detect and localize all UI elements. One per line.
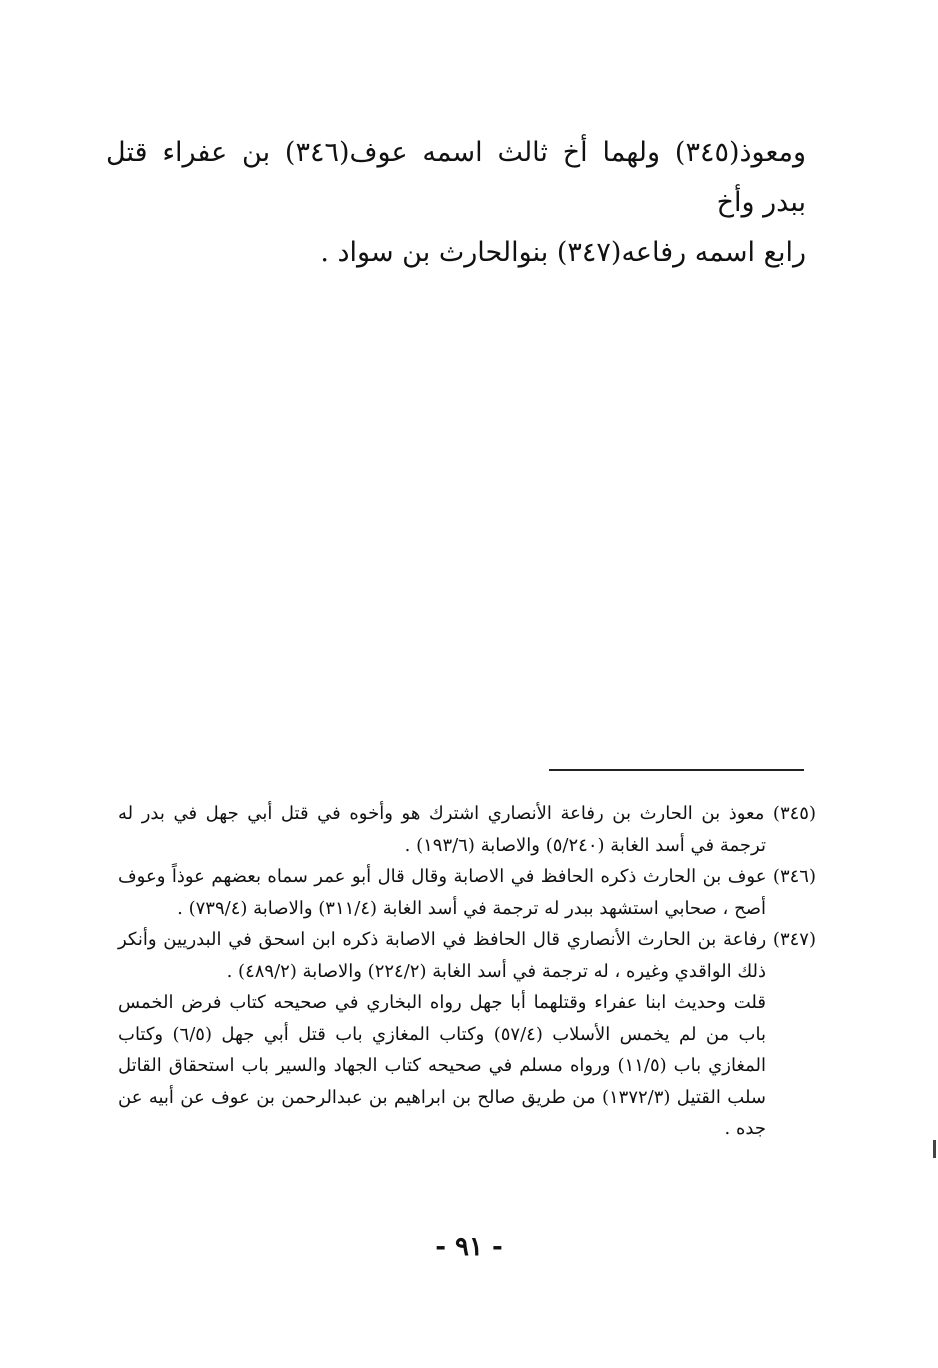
footnote-separator [549,769,804,771]
page-number: - ٩١ - [435,1232,503,1262]
scan-edge-mark [933,1140,936,1158]
footnote-346: (٣٤٦) عوف بن الحارث ذكره الحافظ في الاصابة وقال قال أبو عمر سماه بعضهم عوذاً وعوف أصح ، صحابي استشهد ببدر له ترجمة في أسد الغابة (٣١١/٤) والاصابة (٧٣٩/٤) . [118,866,816,919]
footnotes [118,798,816,1145]
footnote-commentary: قلت وحديث ابنا عفراء وقتلهما أبا جهل رواه البخاري في صحيحه كتاب فرض الخمس باب من لم يخمس الأسلاب (٥٧/٤) وكتاب المغازي باب قتل أبي جهل (٦/٥) وكتاب المغازي باب (١١/٥) ورواه مسلم في صحيحه كتاب الجهاد والسير باب استحقاق القاتل سلب القتيل (١٣٧٢/٣) من طريق صالح بن ابراهيم بن عبدالرحمن بن عوف عن أبيه عن جده . [118,992,767,1139]
footnote-345: (٣٤٥) معوذ بن الحارث بن رفاعة الأنصاري اشترك هو وأخوه في قتل أبي جهل في بدر له ترجمة في أسد الغابة (٥/٢٤٠) والاصابة (١٩٣/٦) . [118,803,816,856]
footnote-347: (٣٤٧) رفاعة بن الحارث الأنصاري قال الحافظ في الاصابة ذكره ابن اسحق في البدريين وأنكر ذلك الواقدي وغيره ، له ترجمة في أسد الغابة (٢٢٤/٢) والاصابة (٤٨٩/٢) . [118,929,816,982]
main-text-line-2: رابع اسمه رفاعه(٣٤٧) بنوالحارث بن سواد . [320,237,806,268]
main-text [106,128,806,278]
main-text-line-1: ومعوذ(٣٤٥) ولهما أخ ثالث اسمه عوف(٣٤٦) بن عفراء قتل ببدر وأخ [106,137,806,218]
